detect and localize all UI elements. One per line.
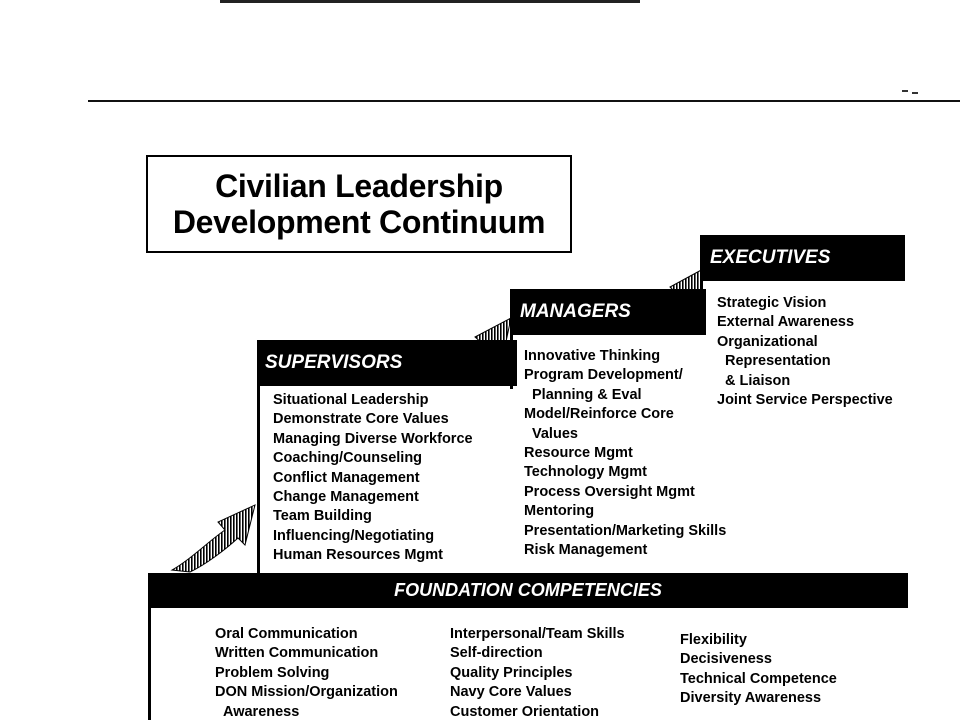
supervisors-list xyxy=(273,391,473,566)
list-item: Managing Diverse Workforce xyxy=(273,430,473,447)
list-item: Innovative Thinking xyxy=(524,348,661,364)
list-item: Planning & Eval xyxy=(532,386,642,403)
header-rule xyxy=(88,100,960,102)
list-item: Diversity Awareness xyxy=(680,690,822,707)
foundation-left-line xyxy=(148,573,151,720)
list-item: Program Development/ xyxy=(524,367,683,384)
executives-header xyxy=(700,235,905,281)
list-item: Risk Management xyxy=(524,542,648,559)
list-item: Change Management xyxy=(273,489,419,506)
list-item: Oral Communication xyxy=(215,626,358,642)
executives-label: EXECUTIVES xyxy=(710,247,831,268)
rule-mark xyxy=(912,92,918,94)
list-item: Decisiveness xyxy=(680,651,772,668)
executives-list xyxy=(717,294,893,410)
list-item: Situational Leadership xyxy=(273,392,429,408)
list-item: Demonstrate Core Values xyxy=(273,411,449,428)
list-item: Problem Solving xyxy=(215,664,330,681)
list-item: Process Oversight Mgmt xyxy=(524,483,695,500)
list-item: Conflict Management xyxy=(273,469,420,486)
foundation-column-1 xyxy=(215,625,398,722)
list-item: Coaching/Counseling xyxy=(273,450,423,467)
list-item: Awareness xyxy=(223,703,300,720)
list-item: Self-direction xyxy=(450,645,543,662)
list-item: Interpersonal/Team Skills xyxy=(450,626,625,642)
list-item: Technical Competence xyxy=(680,670,837,687)
foundation-column-3 xyxy=(680,631,837,709)
foundation-label: FOUNDATION COMPETENCIES xyxy=(394,580,662,600)
supervisors-label: SUPERVISORS xyxy=(265,352,403,373)
list-item: Values xyxy=(532,425,578,442)
step-arrow-icon xyxy=(170,500,260,575)
list-item: External Awareness xyxy=(717,314,855,331)
foundation-column-2 xyxy=(450,625,625,722)
title-line-2: Development Continuum xyxy=(172,204,546,240)
list-item: Mentoring xyxy=(524,503,595,520)
step-arrow-icon xyxy=(425,312,515,380)
managers-label: MANAGERS xyxy=(520,301,631,322)
title-line-1: Civilian Leadership xyxy=(215,168,503,204)
scan-top-edge xyxy=(220,0,640,3)
list-item: Representation xyxy=(725,353,831,370)
list-item: Quality Principles xyxy=(450,664,573,681)
list-item: & Liaison xyxy=(725,372,791,389)
list-item: Organizational xyxy=(717,333,818,350)
list-item: Strategic Vision xyxy=(717,295,827,311)
list-item: Flexibility xyxy=(680,632,747,648)
list-item: Joint Service Perspective xyxy=(717,392,893,409)
list-item: Team Building xyxy=(273,508,372,525)
diagram-title xyxy=(146,155,572,253)
step-arrow-icon xyxy=(625,262,710,330)
list-item: Written Communication xyxy=(215,645,379,662)
list-item: Technology Mgmt xyxy=(524,464,647,481)
list-item: Navy Core Values xyxy=(450,684,572,701)
list-item: Model/Reinforce Core xyxy=(524,406,674,423)
rule-mark xyxy=(902,90,908,92)
list-item: Resource Mgmt xyxy=(524,445,633,462)
list-item: Influencing/Negotiating xyxy=(273,527,435,544)
managers-list xyxy=(524,347,726,560)
list-item: Customer Orientation xyxy=(450,703,600,720)
list-item: Human Resources Mgmt xyxy=(273,547,444,564)
foundation-header xyxy=(148,573,908,608)
list-item: Presentation/Marketing Skills xyxy=(524,522,727,539)
list-item: DON Mission/Organization xyxy=(215,684,398,701)
